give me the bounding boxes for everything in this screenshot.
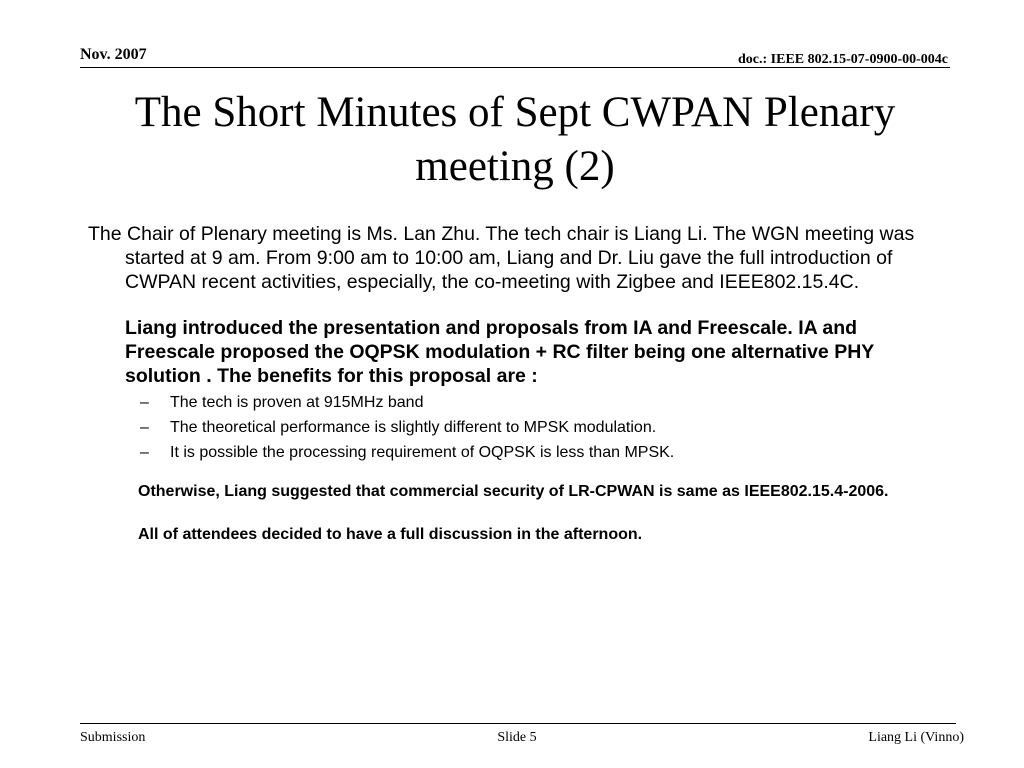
list-item-text: It is possible the processing requirement of OQPSK is less than MPSK. xyxy=(170,444,675,461)
paragraph-security: Otherwise, Liang suggested that commercial security of LR-CPWAN is same as IEEE802.15.4-2006. xyxy=(138,483,889,500)
list-item xyxy=(88,440,948,465)
list-item-text: The tech is proven at 915MHz band xyxy=(170,394,424,411)
dash-bullet: – xyxy=(140,394,149,411)
paragraph-proposal: Liang introduced the presentation and proposals from IA and Freescale. IA and Freescale proposed the OQPSK modulation + RC filter being one alternative PHY solution . The benefits for this proposal are : xyxy=(125,317,874,387)
dash-bullet: – xyxy=(140,444,149,461)
paragraph-discussion: All of attendees decided to have a full discussion in the afternoon. xyxy=(138,526,643,543)
header-doc-id: doc.: IEEE 802.15-07-0900-00-004c xyxy=(738,52,948,67)
slide-title: The Short Minutes of Sept CWPAN Plenary meeting (2) xyxy=(134,89,896,190)
header-date: Nov. 2007 xyxy=(80,46,147,63)
footer-slide-number: Slide 5 xyxy=(497,730,537,745)
header-divider xyxy=(80,67,950,68)
list-item xyxy=(88,415,948,440)
footer-author: Liang Li (Vinno) xyxy=(868,730,964,745)
slide-body xyxy=(88,222,948,544)
footer-submission: Submission xyxy=(80,730,146,745)
footer-divider xyxy=(80,723,956,724)
dash-bullet: – xyxy=(140,419,149,436)
paragraph-chair: The Chair of Plenary meeting is Ms. Lan Zhu. The tech chair is Liang Li. The WGN meeting was started at 9 am. From 9:00 am to 10:00 am, Liang and Dr. Liu gave the full introduction of CWPAN recent activities, especially, the co-meeting with Zigbee and IEEE802.15.4C. xyxy=(88,223,915,293)
list-item-text: The theoretical performance is slightly different to MPSK modulation. xyxy=(170,419,657,436)
list-item xyxy=(88,390,948,415)
benefits-list xyxy=(88,390,948,465)
